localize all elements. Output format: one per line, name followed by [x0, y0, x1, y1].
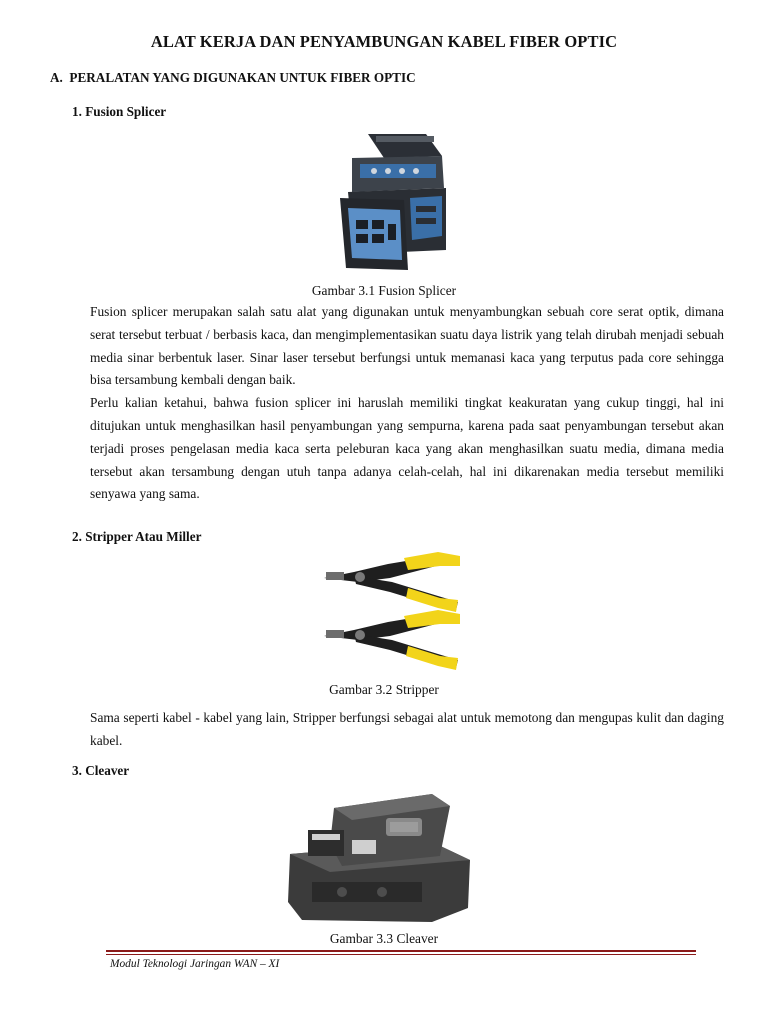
- paragraph: Fusion splicer merupakan salah satu alat yang digunakan untuk menyambungkan sebuah core serat optik, dimana serat tersebut terbuat / berbasis kaca, dan mengimplementasikan suatu daya listrik yang telah dirubah menjadi sebuah media sinar berbentuk laser. Sinar laser tersebut berfungsi untuk memanasi kaca yang terputus pada core sehingga bisa tersambung kembali dengan baik.: [90, 304, 724, 388]
- footer-text: Modul Teknologi Jaringan WAN – XI: [110, 958, 280, 970]
- section-heading: [50, 70, 416, 86]
- stripper-description: [90, 707, 724, 753]
- item-heading-stripper: 2. Stripper Atau Miller: [72, 529, 202, 544]
- section-title: PERALATAN YANG DIGUNAKAN UNTUK FIBER OPTIC: [69, 70, 416, 85]
- paragraph: Perlu kalian ketahui, bahwa fusion splicer ini haruslah memiliki tingkat keakuratan yang cukup tinggi, hal ini ditujukan untuk menghasilkan hasil penyambungan yang sempurna, karena pada saat penyambungan tersebut akan terjadi proses pengelasan media kaca serta peleburan kaca yang akan menghasilkan suatu media, dimana media tersebut akan tersambung dengan utuh tanpa adanya celah-celah, hal ini dikarenakan media tersebut memiliki senyawa yang sama.: [90, 395, 724, 502]
- figure-caption-2: Gambar 3.2 Stripper: [329, 682, 439, 697]
- cleaver-image: [282, 790, 474, 930]
- item-heading-cleaver: 3. Cleaver: [72, 763, 130, 778]
- item-heading-fusion-splicer: 1. Fusion Splicer: [72, 104, 167, 119]
- paragraph: Sama seperti kabel - kabel yang lain, Stripper berfungsi sebagai alat untuk memotong dan mengupas kulit dan daging kabel.: [90, 710, 724, 748]
- fusion-splicer-image: [330, 128, 450, 276]
- figure-caption-1: Gambar 3.1 Fusion Splicer: [311, 283, 457, 298]
- footer-rule-bottom: [106, 954, 696, 955]
- stripper-image: [318, 550, 464, 672]
- footer-rule-top: [106, 950, 696, 952]
- page-title: ALAT KERJA DAN PENYAMBUNGAN KABEL FIBER OPTIC: [150, 32, 618, 51]
- figure-caption-3: Gambar 3.3 Cleaver: [329, 931, 439, 946]
- fusion-splicer-description: [90, 301, 724, 506]
- section-label: A.: [50, 70, 63, 85]
